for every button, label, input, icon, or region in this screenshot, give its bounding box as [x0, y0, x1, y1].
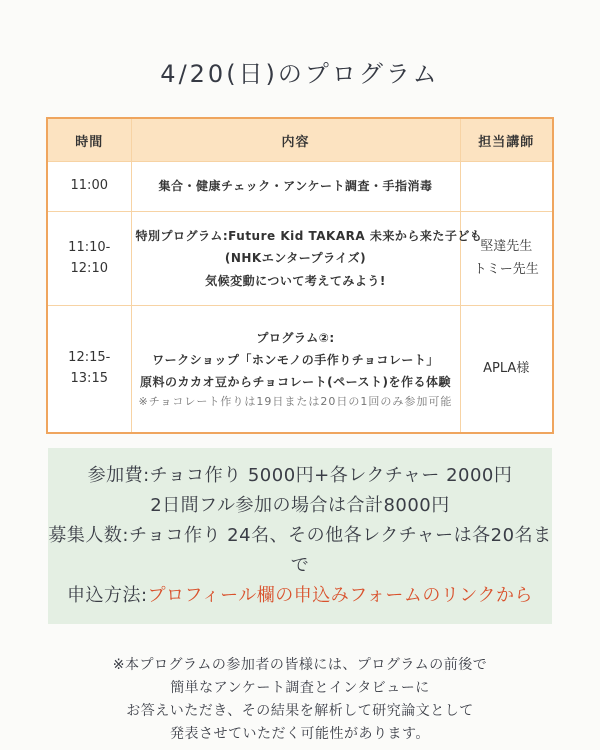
disclaimer-line: ※本プログラムの参加者の皆様には、プログラムの前後で — [112, 657, 488, 674]
instructor-text: トミー先生 — [473, 261, 539, 277]
content-text: 気候変動について考えてみよう! — [205, 273, 386, 288]
time-cell — [47, 162, 131, 212]
time-text: 11:00 — [70, 178, 108, 194]
content-cell — [131, 212, 483, 306]
signup-line — [48, 581, 552, 611]
research-disclaimer — [0, 654, 600, 746]
disclaimer-line: 発表させていただく可能性があります。 — [170, 726, 430, 743]
time-cell — [47, 306, 131, 434]
content-text: 特別プログラム:Future Kid TAKARA 未来から来た子ども — [135, 229, 483, 244]
fee-line: 参加費:チョコ作り 5000円+各レクチャー 2000円 — [87, 465, 513, 486]
time-text: 13:15 — [70, 371, 108, 386]
table-header-row — [47, 118, 553, 162]
table-row — [47, 306, 553, 434]
header-instructor: 担当講師 — [460, 118, 553, 162]
instructor-cell — [460, 306, 553, 434]
time-text: 12:10 — [70, 260, 108, 276]
time-text: 11:10- — [68, 239, 111, 255]
content-cell — [131, 162, 460, 212]
content-text: (NHKエンタープライズ) — [224, 251, 367, 266]
table-row — [47, 212, 553, 306]
disclaimer-line: 簡単なアンケート調査とインタビューに — [170, 680, 430, 697]
time-cell — [47, 212, 131, 306]
instructor-cell — [460, 212, 553, 306]
signup-link-text: プロフィール欄の申込みフォームのリンクから — [147, 585, 534, 607]
table-row — [47, 162, 553, 212]
instructor-text: 堅達先生 — [480, 239, 533, 255]
header-content: 内容 — [131, 118, 460, 162]
schedule-table — [46, 117, 554, 434]
content-note-text: ※チョコレート作りは19日または20日の1回のみ参加可能 — [138, 395, 453, 409]
instructor-cell-empty — [460, 162, 553, 212]
content-cell — [131, 306, 460, 434]
capacity-line: 募集人数:チョコ作り 24名、その他各レクチャーは各20名まで — [48, 525, 552, 577]
fee-info-box — [48, 448, 552, 624]
content-text: 原料のカカオ豆からチョコレート(ペースト)を作る体験 — [139, 375, 451, 390]
content-text: プログラム②: — [256, 330, 335, 345]
content-text: ワークショップ「ホンモノの手作りチョコレート」 — [152, 353, 439, 368]
content-text: 集合・健康チェック・アンケート調査・手指消毒 — [158, 179, 433, 194]
page-title: 4/20(日)のプログラム — [160, 60, 440, 88]
signup-label: 申込方法: — [66, 585, 148, 607]
header-time: 時間 — [47, 118, 131, 162]
disclaimer-line: お答えいただき、その結果を解析して研究論文として — [126, 703, 474, 720]
instructor-text: APLA様 — [483, 360, 530, 376]
total-line: 2日間フル参加の場合は合計8000円 — [150, 495, 450, 517]
time-text: 12:15- — [68, 350, 111, 366]
